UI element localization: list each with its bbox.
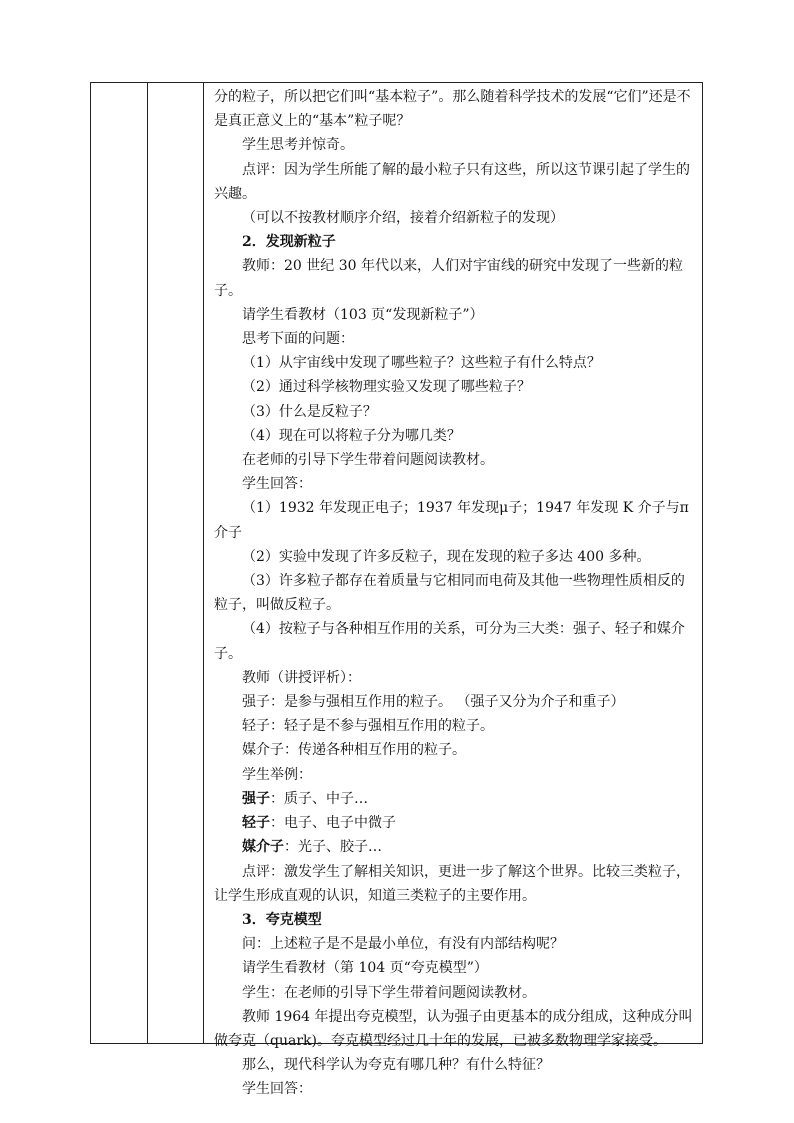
answer-item: （1）1932 年发现正电子；1937 年发现μ子；1947 年发现 K 介子与π介子 — [214, 500, 689, 541]
section-heading: 2．发现新粒子 — [242, 234, 336, 251]
text-line: 思考下面的问题： — [242, 331, 354, 348]
example-term: 媒介子 — [242, 839, 284, 856]
section-heading: 3．夸克模型 — [242, 911, 322, 928]
text-line: 分的粒子，所以把它们叫“基本粒子”。那么随着科学技术的发展“它们”还是不是真正意义上的“基本”粒子呢？ — [214, 89, 691, 130]
text-line: 教师 1964 年提出夸克模型，认为强子由更基本的成分组成，这种成分叫做夸克（quark)。夸克模型经过几十年的发展，已被多数物理学家接受。 — [214, 1008, 693, 1049]
text-line: 点评：激发学生了解相关知识，更进一步了解这个世界。比较三类粒子，让学生形成直观的认识，知道三类粒子的主要作用。 — [214, 863, 690, 904]
example-line — [214, 811, 696, 835]
answer-item: （3）许多粒子都存在着质量与它相同而电荷及其他一些物理性质相反的粒子，叫做反粒子。 — [214, 573, 685, 614]
text-line: 学生思考并惊奇。 — [242, 137, 354, 154]
example-term: 强子 — [242, 790, 270, 807]
example-text: ：电子、电子中微子 — [270, 815, 396, 832]
example-term: 轻子 — [242, 815, 270, 832]
text-line: 教师：20 世纪 30 年代以来，人们对宇宙线的研究中发现了一些新的粒子。 — [214, 258, 683, 299]
text-line: 学生回答： — [242, 476, 312, 493]
text-line: 教师（讲授评析）： — [242, 669, 361, 686]
question-item: （1）从宇宙线中发现了哪些粒子？这些粒子有什么特点？ — [242, 355, 601, 372]
text-line: 在老师的引导下学生带着问题阅读教材。 — [242, 452, 494, 469]
example-line — [214, 787, 696, 811]
text-line: 请学生看教材（103 页“发现新粒子”） — [242, 306, 484, 323]
text-line: 学生：在老师的引导下学生带着问题阅读教材。 — [242, 984, 536, 1001]
table-column-1 — [91, 83, 148, 1043]
question-item: （4）现在可以将粒子分为哪几类？ — [242, 427, 461, 444]
text-line: 媒介子：传递各种相互作用的粒子。 — [242, 742, 466, 759]
text-line: 学生举例： — [242, 766, 312, 783]
text-line: 轻子：轻子是不参与强相互作用的粒子。 — [242, 718, 494, 735]
answer-item: （2）实验中发现了许多反粒子，现在发现的粒子多达 400 多种。 — [242, 548, 651, 565]
text-line: 点评：因为学生所能了解的最小粒子只有这些，所以这节课引起了学生的兴趣。 — [214, 161, 690, 202]
answer-item: （4）按粒子与各种相互作用的关系，可分为三大类：强子、轻子和媒介子。 — [214, 621, 685, 662]
text-line: 问：上述粒子是不是最小单位，有没有内部结构呢？ — [242, 936, 564, 953]
lesson-table — [90, 82, 703, 1098]
question-item: （2）通过科学核物理实验又发现了哪些粒子？ — [242, 379, 531, 396]
example-text: ：质子、中子… — [270, 790, 368, 807]
example-text: ：光子、胶子… — [284, 839, 382, 856]
table-column-2 — [148, 83, 204, 1043]
text-line: 强子：是参与强相互作用的粒子。 （强子又分为介子和重子） — [242, 694, 625, 711]
example-line — [214, 835, 696, 859]
lesson-content — [204, 83, 702, 1098]
text-line: 那么，现代科学认为夸克有哪几种？有什么特征？ — [242, 1057, 550, 1074]
question-item: （3）什么是反粒子？ — [242, 403, 377, 420]
text-line: 学生回答： — [242, 1081, 312, 1098]
text-line: （可以不按教材顺序介绍，接着介绍新粒子的发现） — [242, 210, 564, 227]
text-line: 请学生看教材（第 104 页“夸克模型”） — [242, 960, 488, 977]
